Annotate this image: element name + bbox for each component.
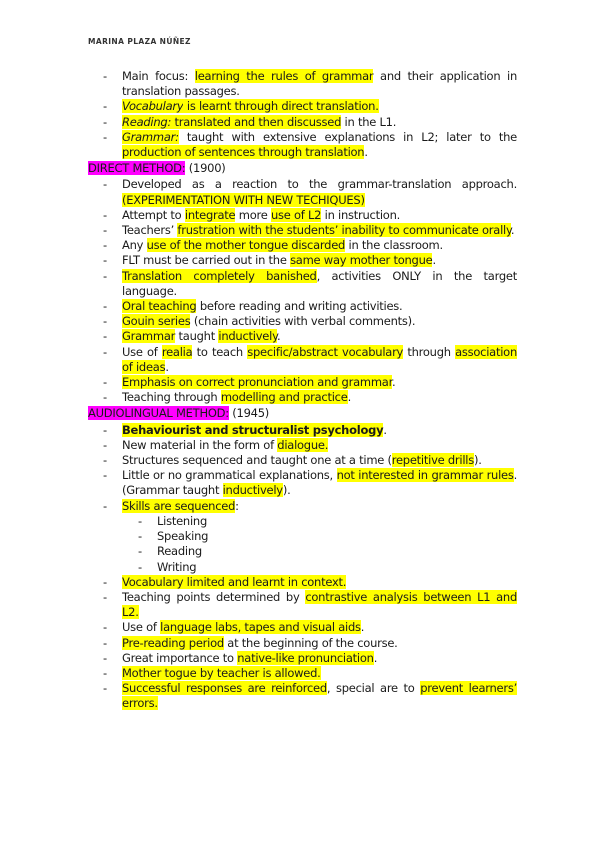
list-item xyxy=(103,314,517,329)
direct-method-heading xyxy=(88,161,517,176)
highlighted-text: translated and then discussed xyxy=(171,114,342,129)
text-segment: in the classroom. xyxy=(345,238,443,253)
highlighted-text: specific/abstract vocabulary xyxy=(247,344,404,359)
text-segment: to teach xyxy=(192,344,248,359)
text-segment: (chain activities with verbal comments). xyxy=(190,314,416,329)
list-item xyxy=(103,375,517,390)
sub-list-item: - Writing xyxy=(138,560,517,575)
text-segment: . xyxy=(347,390,351,405)
list-item xyxy=(103,99,517,114)
highlighted-text: language labs, tapes and visual aids xyxy=(160,620,361,635)
list-item xyxy=(103,130,517,160)
highlighted-text: Reading: xyxy=(122,114,172,129)
text-segment: . xyxy=(364,145,368,160)
list-item xyxy=(103,651,517,666)
text-segment: and their application in translation passages. xyxy=(122,69,517,99)
text-segment: Any xyxy=(122,238,147,253)
highlighted-text: Vocabulary xyxy=(122,99,184,114)
highlighted-text: Skills are sequenced xyxy=(122,498,236,513)
highlighted-text: inductively xyxy=(222,483,283,498)
highlighted-text: same way mother tongue xyxy=(290,253,433,268)
highlighted-text: association of ideas xyxy=(122,344,517,374)
list-item xyxy=(103,115,517,130)
highlighted-text: realia xyxy=(161,344,193,359)
highlighted-text: repetitive drills xyxy=(391,453,474,468)
direct-method-list xyxy=(103,177,517,405)
highlighted-text: integrate xyxy=(184,207,236,222)
text-segment: . xyxy=(432,253,436,268)
highlighted-text: Gouin series xyxy=(122,314,191,329)
text-segment: in instruction. xyxy=(321,207,401,222)
text-segment: more xyxy=(235,207,271,222)
highlighted-text: learning the rules of grammar xyxy=(194,69,374,83)
list-item xyxy=(103,223,517,238)
text-segment: before reading and writing activities. xyxy=(196,299,403,314)
text-segment: Teachers’ xyxy=(122,223,178,238)
text-segment: Little or no grammatical explanations, xyxy=(122,468,337,483)
highlighted-text: Successful responses are reinforced xyxy=(122,681,327,696)
highlighted-text: not interested in grammar rules xyxy=(336,468,514,483)
highlighted-text: use of L2 xyxy=(270,207,322,222)
text-segment: at the beginning of the course. xyxy=(223,635,398,650)
highlighted-text: Grammar xyxy=(122,329,176,344)
text-segment: Attempt to xyxy=(122,207,185,222)
text-segment: taught xyxy=(175,329,219,344)
list-item xyxy=(103,69,517,99)
list-item xyxy=(103,438,517,453)
list-item xyxy=(103,253,517,268)
audiolingual-method-heading xyxy=(88,406,517,421)
document-body xyxy=(88,69,518,712)
text-segment: Structures sequenced and taught one at a time ( xyxy=(122,453,392,468)
highlighted-text: inductively xyxy=(218,329,277,344)
list-item xyxy=(103,453,517,468)
sub-list-item: - Listening xyxy=(138,514,517,529)
text-segment: Developed as a reaction to the grammar-translation approach. xyxy=(122,177,517,192)
text-segment: Use of xyxy=(122,344,162,359)
highlighted-text: (EXPERIMENTATION WITH NEW TECHIQUES) xyxy=(122,192,365,207)
text-segment: Use of xyxy=(122,620,161,635)
text-segment: Main focus: xyxy=(122,69,195,83)
text-segment: . xyxy=(276,329,281,344)
section-title: DIRECT METHOD: xyxy=(88,161,186,176)
text-segment: . xyxy=(360,620,365,635)
highlighted-text: Oral teaching xyxy=(122,299,197,314)
text-segment: , special are to xyxy=(326,681,421,696)
sub-list-item: - Reading xyxy=(138,544,517,559)
text-segment: . xyxy=(392,375,396,390)
text-segment: New material in the form of xyxy=(122,437,278,452)
list-item xyxy=(103,468,517,498)
text-segment: Teaching points determined by xyxy=(122,589,306,604)
highlighted-text: use of the mother tongue discarded xyxy=(146,238,346,253)
text-segment: taught with extensive explanations in L2; later to the xyxy=(178,129,517,144)
list-item xyxy=(103,269,517,299)
highlighted-text: Pre-reading period xyxy=(122,635,224,650)
highlighted-text: Emphasis on correct pronunciation and grammar xyxy=(122,375,393,390)
highlighted-text: Vocabulary limited and learnt in context. xyxy=(122,574,347,589)
list-item xyxy=(103,345,517,375)
text-segment: ). xyxy=(473,453,482,468)
text-segment: ). xyxy=(282,483,291,498)
text-segment: . xyxy=(383,422,387,437)
sub-list-item: - Speaking xyxy=(138,529,517,544)
list-item xyxy=(103,299,517,314)
highlighted-text: Behaviourist and structuralist psychology xyxy=(122,422,384,437)
list-item xyxy=(103,499,517,575)
sub-list xyxy=(138,514,517,575)
text-segment: (1945) xyxy=(228,406,270,421)
text-segment: . xyxy=(165,359,169,374)
text-segment: . xyxy=(510,223,515,238)
text-segment: . (Grammar taught xyxy=(122,468,517,498)
list-item xyxy=(103,636,517,651)
list-item xyxy=(103,620,517,635)
text-segment: (1900) xyxy=(185,161,226,176)
list-item xyxy=(103,423,517,438)
list-item xyxy=(103,575,517,590)
author-header: MARINA PLAZA NÚÑEZ xyxy=(88,37,191,46)
list-item xyxy=(103,590,517,620)
text-segment: Teaching through xyxy=(122,390,221,405)
highlighted-text: native-like pronunciation xyxy=(237,650,374,665)
text-segment: : xyxy=(235,498,239,513)
text-segment: through xyxy=(403,344,456,359)
highlighted-text: contrastive analysis between L1 and L2. xyxy=(122,589,517,620)
list-item xyxy=(103,329,517,344)
highlighted-text: Mother togue by teacher is allowed. xyxy=(122,665,321,680)
list-item xyxy=(103,390,517,405)
list-item xyxy=(103,177,517,207)
text-segment: FLT must be carried out in the xyxy=(122,253,291,268)
highlighted-text: is learnt through direct translation. xyxy=(183,99,379,114)
list-item xyxy=(103,238,517,253)
highlighted-text: production of sentences through translation xyxy=(122,145,365,160)
highlighted-text: Grammar: xyxy=(122,129,179,144)
section-title: AUDIOLINGUAL METHOD: xyxy=(88,406,229,421)
highlighted-text: modelling and practice xyxy=(220,390,348,405)
grammar-translation-list xyxy=(103,69,517,160)
text-segment: in the L1. xyxy=(341,114,397,129)
highlighted-text: Translation completely banished xyxy=(122,268,317,283)
list-item xyxy=(103,666,517,681)
highlighted-text: dialogue. xyxy=(277,437,329,452)
highlighted-text: frustration with the students’ inability to communicate orally xyxy=(177,223,511,238)
list-item xyxy=(103,681,517,711)
text-segment: . xyxy=(373,650,378,665)
text-segment: Great importance to xyxy=(122,650,238,665)
audiolingual-method-list xyxy=(103,423,517,712)
text-segment: , activities ONLY in the target language. xyxy=(122,268,517,298)
list-item xyxy=(103,208,517,223)
highlighted-text: prevent learners’ errors. xyxy=(122,681,518,711)
